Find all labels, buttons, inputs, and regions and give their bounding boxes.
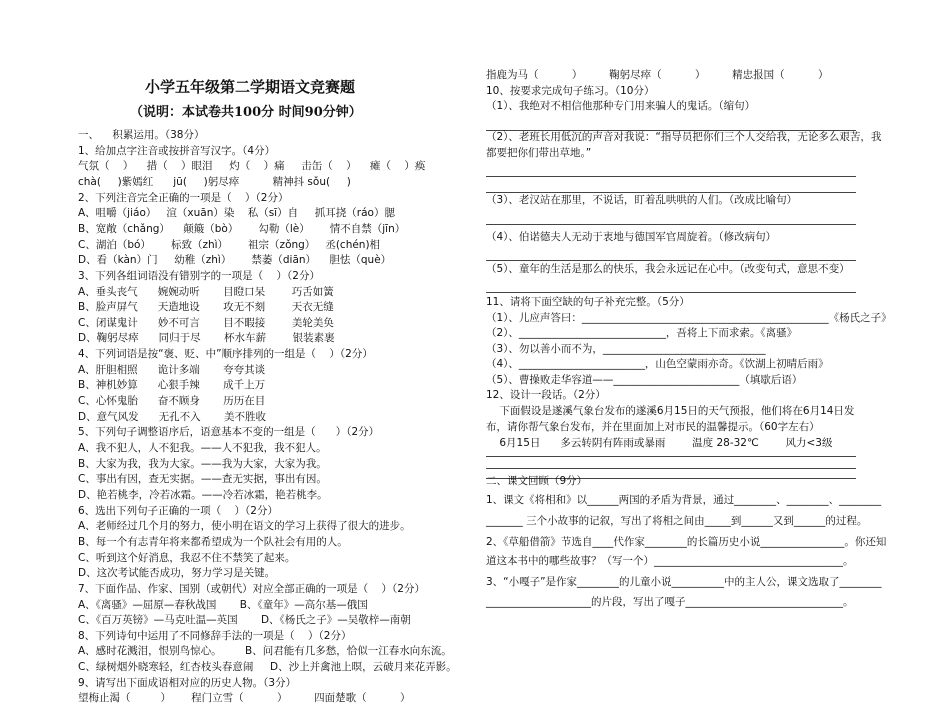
left-text-line: 5、下列句子调整语序后，语意基本不变的一组是（ ）（2分） [78,426,380,439]
left-text-line: 1、给加点字注音或按拼音写汉字。（4分） [78,144,276,157]
left-text-line: C、《百万英镑》—马克吐温—英国 D、《杨氏之子》—吴敬梓—南朝 [78,614,411,627]
answer-line [486,176,856,177]
right-text-line: （4）、________________________，山色空蒙雨亦奇。《饮湖上初晴后雨》 [486,358,829,370]
left-text-line: C、心怀鬼胎 奋不顾身 历历在目 [78,395,266,408]
left-text-line: 8、下列诗句中运用了不同修辞手法的一项是（ ）（2分） [78,629,352,642]
left-text-line: A、咀嚼（jiáo） 渲（xuān）染 私（sī）自 抓耳挠（ráo）腮 [78,207,395,220]
left-text-line: C、闭谋鬼计 妙不可言 目不暇接 美轮美奂 [78,316,334,329]
left-text-line: A、《离骚》—屈原—春秋战国 B、《童年》—高尔基—俄国 [78,598,368,611]
right-text-line: 布，请你帮气象台发布，并在里面加上对市民的温馨提示。（60字左右） [486,421,820,433]
left-text-line: 一、 积累运用。（38分） [78,129,205,141]
right-text-line: 6月15日 多云转阴有阵雨或暴雨 温度 28-32℃ 风力<3级 [486,437,833,449]
paper-subtitle: （说明：本试卷共100分 时间90分钟） [130,105,362,120]
right-text-line: ____________________的片段，写出了嘎子______________________________。 [486,596,854,608]
left-text-line: chà( )紫嫣红 jū( )躬尽瘁 精神抖 sǒu( ) [78,175,351,188]
right-text-line: （4）、伯诺德夫人无动于衷地与德国军官周旋着。（修改病句） [486,231,777,243]
left-text-line: C、湖泊（bó） 标致（zhì） 祖宗（zǒng） 丞(chén)相 [78,238,381,251]
answer-line [486,468,856,469]
answer-line [486,456,856,457]
left-text-line: 气氛（ ） 措（ ）眼泪 灼（ ）痛 击缶（ ） 瘫（ ）痪 [78,160,426,173]
left-text-line: A、我不犯人，人不犯我。——人不犯我，我不犯人。 [78,442,327,454]
right-text-line: 10、按要求完成句子练习。（10分） [486,85,655,97]
right-text-line: （2）、____________________________，吾将上下而求索。《离骚》 [486,327,798,339]
right-text-line: 道这本书中的哪些故事？（写一个）____________________________________。 [486,555,854,567]
left-text-line: B、大家为我，我为大家。——我为大家，大家为我。 [78,457,327,470]
right-text-line: （3）、勿以善小而不为，_______________________________ [486,343,766,355]
left-text-line: D、意气风发 无孔不入 美不胜收 [78,410,266,423]
right-text-line: （5）、童年的生活是那么的快乐，我会永远记在心中。（改变句式，意思不变） [486,263,850,275]
left-text-line: B、脸声屏气 天造地设 攻无不刻 天衣无缝 [78,301,334,314]
right-text-line: 都要把你们带出草地。” [486,147,592,159]
right-text-line: 2、《草船借箭》节选自____代作家________的长篇历史小说________________。你还知 [486,536,887,548]
right-text-line: 二、课文回顾（9分） [486,475,588,487]
right-text-line: 1、课文《将相和》以______两国的矛盾为背景，通过________、________、________ [486,494,882,506]
left-text-line: 9、请写出下面成语相对应的历史人物。（3分） [78,676,297,689]
right-text-line: （1）、儿应声答曰：_______________________________________________《杨氏之子》 [486,312,892,324]
left-text-line: D、鞠躬尽瘁 同归于尽 杯水车薪 银装素裹 [78,332,335,345]
left-text-line: C、绿树烟外晓寒轻，红杏枝头春意闹 D、沙上并禽池上暝，云破月来花弄影。 [78,661,457,674]
left-text-line: D、艳若桃李，冷若冰霜。——冷若冰霜，艳若桃李。 [78,488,328,501]
right-text-line: （2）、老班长用低沉的声音对我说：“指导员把你们三个人交给我，无论多么艰苦，我 [486,131,882,143]
left-text-line: D、看（kàn）门 幼稚（zhì） 禁萎（diān） 胆怯（què） [78,254,392,267]
answer-line [486,224,856,225]
left-text-line: A、肝胆相照 诡计多端 夸夸其谈 [78,363,266,376]
right-text-line: 下面假设是遂溪气象台发布的遂溪6月15日的天气预报，他们将在6月14日发 [486,405,855,417]
left-text-line: A、老师经过几个月的努力，使小明在语文的学习上获得了很大的进步。 [78,520,411,533]
left-text-line: 4、下列词语是按“褒、贬、中”顺序排列的一组是（ ）（2分） [78,348,373,361]
left-text-line: 2、下列注音完全正确的一项是（ ）（2分） [78,191,289,204]
right-text-line: 11、请将下面空缺的句子补充完整。（5分） [486,296,690,308]
answer-line [486,260,856,261]
right-text-line: 12、设计一段话。（2分） [486,389,606,401]
left-text-line: 7、下面作品、作家、国别（或朝代）对应全部正确的一项是（ ）（2分） [78,582,425,595]
right-text-line: 指鹿为马（ ） 鞠躬尽瘁（ ） 精忠报国（ ） [486,69,829,81]
right-text-line: （1）、我绝对不相信他那种专门用来骗人的鬼话。（缩句） [486,100,756,112]
paper-title: 小学五年级第二学期语文竞赛题 [145,78,356,96]
right-text-line: 3、“小嘎子”是作家________的儿童小说__________中的主人公，课文选取了________ [486,576,882,588]
left-text-line: 望梅止渴（ ） 程门立雪（ ） 四面楚歌（ ） [78,692,411,705]
left-text-line: A、垂头丧气 婉婉动听 目瞪口呆 巧舌如簧 [78,285,334,298]
left-text-line: B、宽敞（chǎng） 颠簸（bò） 勾勒（lè） 情不自禁（jīn） [78,222,406,235]
right-text-line: _______ 三个小故事的记叙，写出了将相之间由_____到______又到______的过程。 [486,515,868,527]
left-text-line: 6、选出下列句子正确的一项（ ）（2分） [78,504,278,517]
left-text-line: B、每一个有志青年将来都希望成为一个队社会有用的人。 [78,535,348,548]
left-text-line: 3、下列各组词语没有错别字的一项是（ ）（2分） [78,269,320,282]
left-text-line: C、事出有因，查无实据。——查无实据，事出有因。 [78,473,327,486]
right-text-line: （3）、老汉站在那里，不说话，盯着乱哄哄的人们。（改成比喻句） [486,194,798,206]
left-text-line: A、感时花溅泪，恨别鸟惊心。 B、问君能有几多愁，恰似一江春水向东流。 [78,645,452,658]
answer-line [486,292,856,293]
left-text-line: B、神机妙算 心狠手辣 成千上万 [78,379,266,392]
left-text-line: C、听到这个好消息，我忍不住不禁笑了起来。 [78,551,296,564]
right-text-line: （5）、曹操败走华容道——________________________（填歇后语） [486,374,803,386]
left-text-line: D、这次考试能否成功，努力学习是关键。 [78,567,276,580]
